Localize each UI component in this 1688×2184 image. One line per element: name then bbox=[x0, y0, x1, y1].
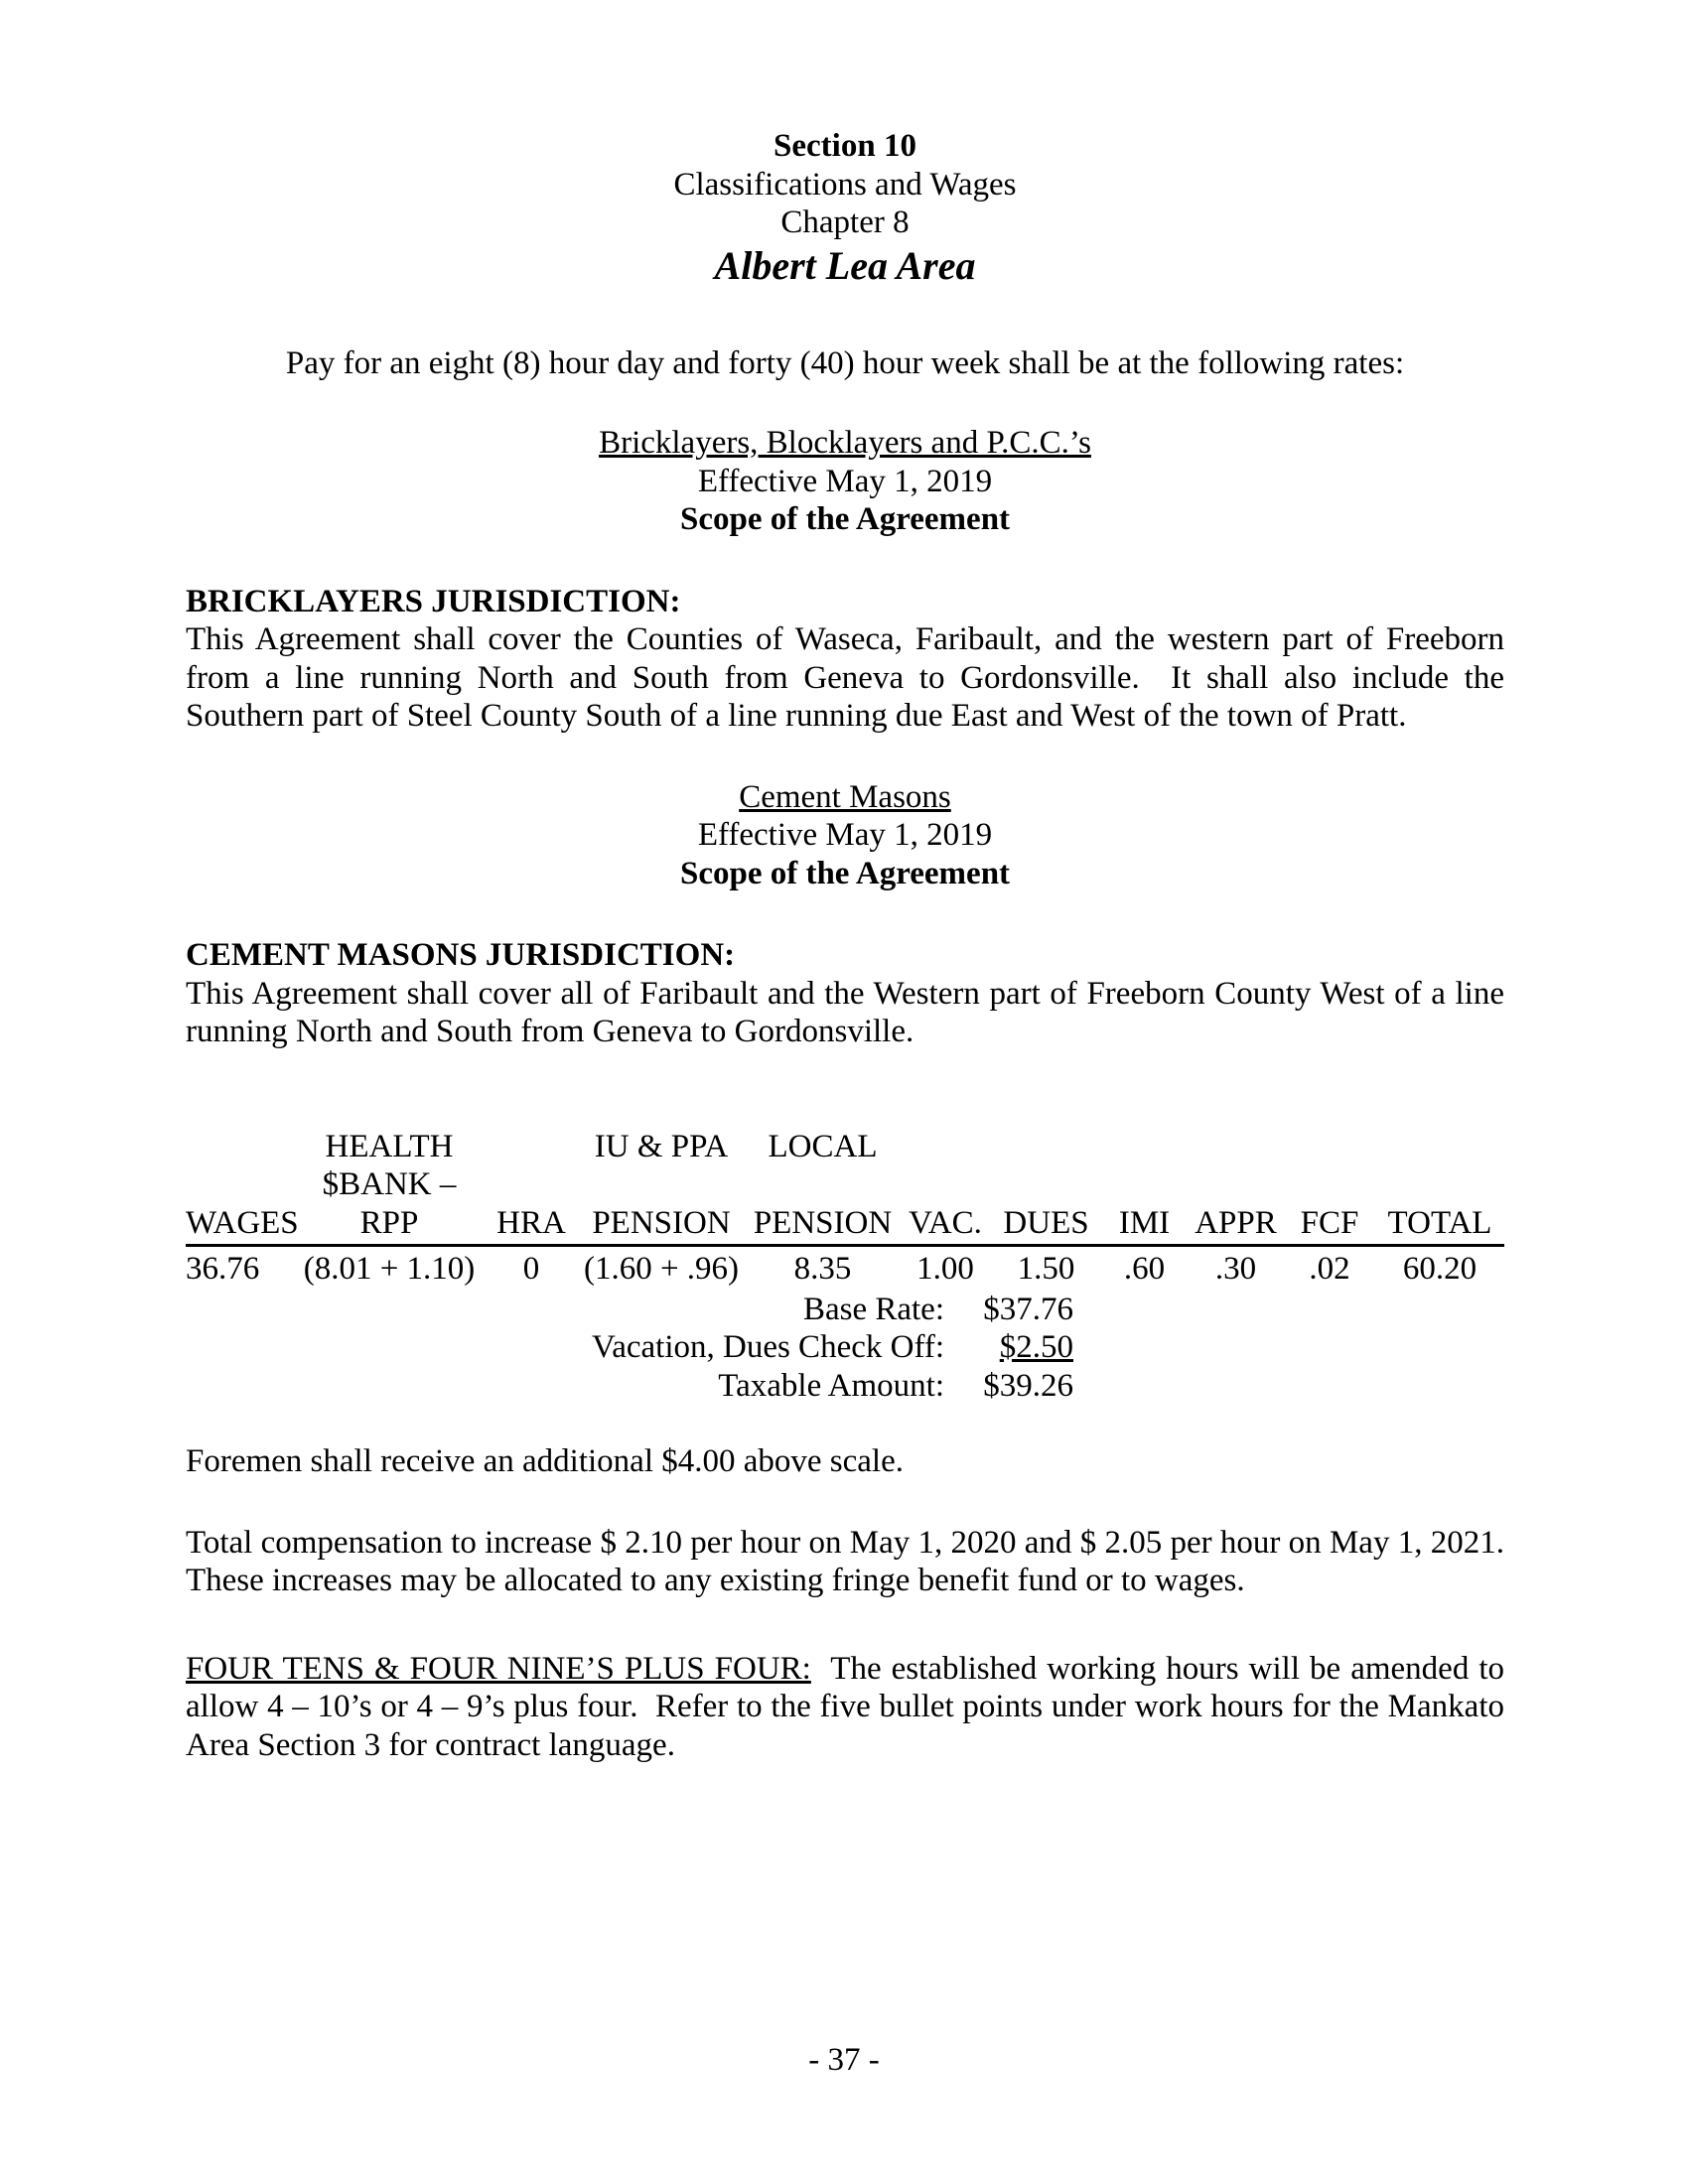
page-number: - 37 - bbox=[808, 2042, 880, 2078]
wage-col-top-label bbox=[1188, 1128, 1284, 1166]
wage-col-value: (1.60 + .96) bbox=[583, 1251, 740, 1287]
wage-col-header: PENSION bbox=[577, 1165, 746, 1246]
wage-col-value: 60.20 bbox=[1402, 1251, 1477, 1287]
wage-col-value: 36.76 bbox=[186, 1251, 260, 1287]
wage-col-value: 8.35 bbox=[793, 1251, 852, 1287]
wage-col-header: IMI bbox=[1101, 1165, 1188, 1246]
wage-col-value: .30 bbox=[1214, 1251, 1257, 1287]
wage-col-header: DUES bbox=[991, 1165, 1101, 1246]
wage-col-header: VAC. bbox=[900, 1165, 991, 1246]
area-title: Albert Lea Area bbox=[714, 242, 976, 288]
wage-col-header: $BANK – RPP bbox=[293, 1165, 486, 1246]
taxable-amount-value: $39.26 bbox=[983, 1367, 1073, 1404]
bricklayers-jurisdiction-heading: BRICKLAYERS JURISDICTION: bbox=[186, 583, 681, 619]
cement-title: Cement Masons bbox=[739, 778, 951, 815]
page-content bbox=[186, 127, 1521, 1764]
base-rate-row bbox=[186, 1291, 1504, 1329]
cement-jurisdiction-text: This Agreement shall cover all of Faribault and the Western part of Freeborn County West of a line running North and South from Geneva to Gordonsville. bbox=[186, 975, 1513, 1049]
wage-table-header-row bbox=[186, 1165, 1504, 1246]
cement-effective-date: Effective May 1, 2019 bbox=[697, 817, 993, 853]
wage-col-top-label bbox=[1101, 1128, 1188, 1166]
cement-jurisdiction-heading: CEMENT MASONS JURISDICTION: bbox=[186, 937, 736, 973]
wage-col-value: .02 bbox=[1309, 1251, 1350, 1287]
four-tens-text: The established working hours will be amended to allow 4 – 10’s or 4 – 9’s plus four. Refer to the five bullet points under work hours for the Mankato Area Section 3 for contract language. bbox=[186, 1650, 1513, 1763]
bricklayers-effective-date: Effective May 1, 2019 bbox=[697, 463, 993, 499]
four-tens-paragraph bbox=[186, 1650, 1513, 1765]
vacation-dues-amount: $2.50 bbox=[999, 1329, 1073, 1365]
base-rate-label: Base Rate: bbox=[802, 1291, 944, 1327]
cement-scope-heading: Scope of the Agreement bbox=[679, 855, 1011, 891]
wage-col-value: 0 bbox=[522, 1251, 540, 1287]
bricklayers-scope-heading: Scope of the Agreement bbox=[679, 501, 1011, 537]
wage-col-header: WAGES bbox=[186, 1165, 293, 1246]
wage-col-top-label bbox=[1284, 1128, 1375, 1166]
wage-col-value: 1.50 bbox=[1017, 1251, 1075, 1287]
section-subtitle: Classifications and Wages bbox=[673, 166, 1017, 203]
wage-col-value: .60 bbox=[1123, 1251, 1166, 1287]
wage-col-top-label bbox=[1375, 1128, 1504, 1166]
intro-line: Pay for an eight (8) hour day and forty (40) hour week shall be at the following rates: bbox=[285, 344, 1405, 381]
wage-col-value: (8.01 + 1.10) bbox=[303, 1251, 476, 1287]
vacation-dues-row bbox=[186, 1328, 1504, 1367]
vacation-dues-value bbox=[944, 1328, 1073, 1367]
wage-col-header: PENSION bbox=[746, 1165, 900, 1246]
wage-col-header: FCF bbox=[1284, 1165, 1375, 1246]
wage-col-top-label bbox=[900, 1128, 991, 1166]
wage-col-header: APPR bbox=[1188, 1165, 1284, 1246]
wage-table-toplabel-row bbox=[186, 1128, 1504, 1166]
wage-col-top-label: IU & PPA bbox=[594, 1128, 729, 1164]
bricklayers-title: Bricklayers, Blocklayers and P.C.C.’s bbox=[599, 425, 1091, 461]
base-rate-value: $37.76 bbox=[983, 1291, 1073, 1327]
document-header bbox=[186, 127, 1504, 290]
wage-col-top-label: LOCAL bbox=[768, 1128, 878, 1164]
wage-col-top-label bbox=[991, 1128, 1101, 1166]
wage-col-header: HRA bbox=[486, 1165, 577, 1246]
four-tens-heading: FOUR TENS & FOUR NINE’S PLUS FOUR: bbox=[186, 1650, 811, 1687]
wage-col-header: TOTAL bbox=[1375, 1165, 1504, 1246]
increase-paragraph: Total compensation to increase $ 2.10 per hour on May 1, 2020 and $ 2.05 per hour on May 1, 2021. These increases may be allocated to any existing fringe benefit fund or to wages. bbox=[186, 1524, 1521, 1598]
rate-summary bbox=[186, 1291, 1504, 1406]
wage-col-value: 1.00 bbox=[916, 1251, 974, 1287]
wage-table bbox=[186, 1128, 1504, 1289]
taxable-amount-row bbox=[186, 1367, 1504, 1406]
cement-heading-block bbox=[186, 778, 1504, 893]
foremen-note: Foremen shall receive an additional $4.00 above scale. bbox=[186, 1443, 904, 1479]
wage-col-top-label: HEALTH bbox=[325, 1128, 454, 1164]
chapter-heading: Chapter 8 bbox=[780, 205, 910, 240]
bricklayers-heading-block bbox=[186, 424, 1504, 539]
vacation-dues-label: Vacation, Dues Check Off: bbox=[592, 1329, 944, 1365]
bricklayers-jurisdiction-text: This Agreement shall cover the Counties of Waseca, Faribault, and the western part of Freeborn from a line running North and South from Geneva to Gordonsville. It shall also include the Southern part of Steel County South of a line running due East and West of the town of Pratt. bbox=[186, 621, 1513, 734]
wage-col-top-label bbox=[186, 1128, 293, 1166]
wage-col-top-label bbox=[486, 1128, 577, 1166]
section-heading: Section 10 bbox=[774, 128, 916, 164]
taxable-amount-label: Taxable Amount: bbox=[718, 1367, 944, 1404]
wage-table-value-row bbox=[186, 1246, 1504, 1289]
